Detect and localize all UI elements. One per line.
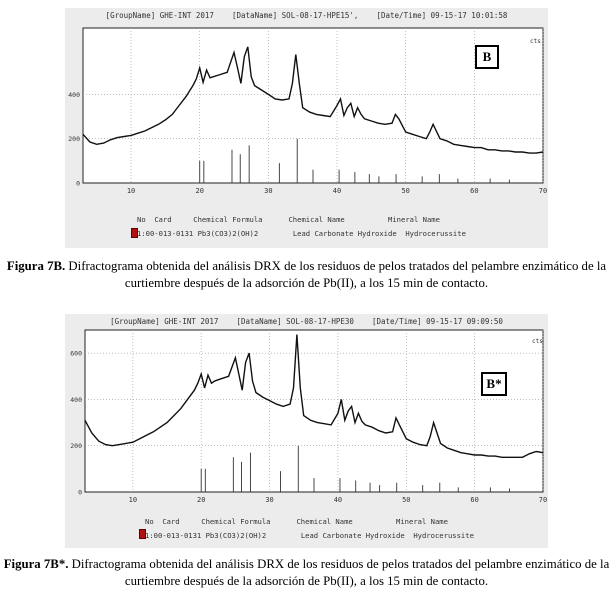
x-tick-label: 20	[196, 496, 206, 504]
x-tick-label: 50	[402, 496, 411, 504]
figure-caption-7b-star	[0, 556, 613, 590]
phase-table-header	[145, 517, 448, 526]
y-tick-label: 400	[68, 90, 80, 99]
caption-label: Figura 7B.	[6, 259, 66, 273]
col-chem-name: Chemical Name	[296, 517, 353, 526]
x-tick-label: 50	[401, 187, 410, 195]
x-tick-label: 20	[195, 187, 204, 195]
col-formula: Chemical Formula	[193, 215, 263, 224]
figure-caption-7b	[0, 258, 613, 292]
col-card: Card	[154, 215, 172, 224]
plot-frame	[85, 330, 543, 492]
figure-legend-b-star: B*	[481, 372, 507, 396]
x-tick-label: 70	[538, 496, 548, 504]
y-tick-label: 400	[70, 395, 82, 404]
x-tick-label: 10	[126, 187, 136, 195]
x-tick-label: 30	[264, 187, 273, 195]
caption-text: Difractograma obtenida del análisis DRX de los residuos de pelos tratados del pelambre enzimático de la curtiembre después de la adsorción de Pb(II), a los 15 min de contacto.	[65, 259, 607, 290]
row-formula: Pb3(CO3)2(OH)2	[205, 531, 267, 540]
caption-text: Difractograma obtenida del análisis DRX de los residuos de pelos tratados del pelambre enzimático de la curtiembre después de la adsorción de Pb(II), a los 15 min de contacto.	[68, 557, 610, 588]
col-chem-name: Chemical Name	[288, 215, 345, 224]
instrument-header: [GroupName] GHE-INT 2017 [DataName] SOL-08-17-HPE15', [Date/Time] 09-15-17 10:01:58	[105, 11, 508, 20]
row-no: 1	[145, 531, 150, 540]
row-card: 00-013-0131	[145, 229, 194, 238]
phase-table-header	[137, 215, 440, 224]
col-mineral: Mineral Name	[396, 517, 448, 526]
figure-legend-b: B	[475, 45, 499, 69]
x-tick-label: 40	[332, 187, 342, 195]
y-tick-label: 0	[76, 179, 80, 188]
phase-table-row: 1:00-013-0131 Pb3(CO3)2(OH)2 Lead Carbonate Hydroxide Hydrocerussite	[137, 229, 466, 238]
cps-label: cts	[530, 38, 541, 45]
row-no: 1	[137, 229, 142, 238]
col-mineral: Mineral Name	[388, 215, 440, 224]
diffractogram-chart	[65, 8, 548, 248]
col-no: No	[145, 517, 154, 526]
row-chem-name: Lead Carbonate Hydroxide	[292, 229, 397, 238]
x-tick-label: 40	[333, 496, 343, 504]
row-mineral: Hydrocerussite	[413, 531, 474, 540]
col-formula: Chemical Formula	[201, 517, 271, 526]
diffractogram-panel-7b-star	[65, 314, 548, 548]
caption-label: Figura 7B*.	[3, 557, 69, 571]
col-card: Card	[162, 517, 180, 526]
cps-label: cts	[532, 338, 543, 345]
x-tick-label: 30	[265, 496, 274, 504]
row-chem-name: Lead Carbonate Hydroxide	[300, 531, 405, 540]
diffractogram-chart	[65, 314, 548, 548]
x-tick-label: 60	[470, 496, 479, 504]
row-card: 00-013-0131	[153, 531, 202, 540]
diffractogram-panel-7b	[65, 8, 548, 248]
plot-frame	[83, 28, 543, 183]
y-tick-label: 600	[70, 349, 82, 358]
y-tick-label: 0	[78, 488, 82, 497]
row-mineral: Hydrocerussite	[405, 229, 466, 238]
instrument-header: [GroupName] GHE-INT 2017 [DataName] SOL-08-17-HPE30 [Date/Time] 09-15-17 09:09:50	[110, 317, 503, 326]
y-tick-label: 200	[70, 442, 82, 451]
x-tick-label: 70	[538, 187, 548, 195]
col-no: No	[137, 215, 146, 224]
row-formula: Pb3(CO3)2(OH)2	[197, 229, 259, 238]
x-tick-label: 60	[470, 187, 479, 195]
phase-table-row: 1:00-013-0131 Pb3(CO3)2(OH)2 Lead Carbonate Hydroxide Hydrocerussite	[145, 531, 474, 540]
y-tick-label: 200	[68, 135, 80, 144]
x-tick-label: 10	[128, 496, 138, 504]
